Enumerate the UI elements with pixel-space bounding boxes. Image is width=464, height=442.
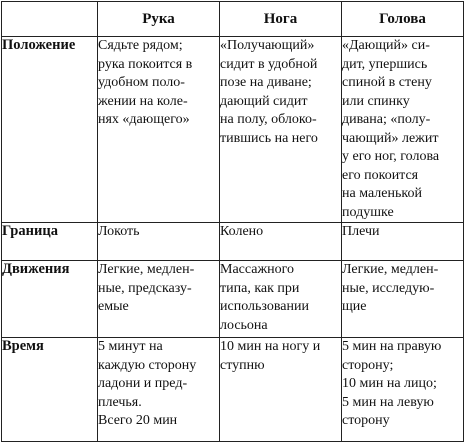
cell-position-head — [342, 37, 464, 223]
cell-line: подушке — [342, 204, 394, 220]
cell-line: каждую сторону — [98, 357, 197, 373]
cell-line: или спинку — [342, 93, 410, 109]
cell-time-hand — [98, 338, 220, 442]
cell-line: у его ног, голова — [342, 149, 440, 164]
header-leg: Нога — [220, 2, 342, 37]
cell-position-leg — [220, 37, 342, 223]
cell-position-hand — [98, 37, 220, 223]
cell-line: «Дающий» си- — [342, 38, 430, 53]
cell-line: 10 мин на ногу и — [220, 339, 321, 354]
cell-line: Локоть — [98, 224, 140, 239]
cell-line: его покоится — [342, 167, 419, 183]
cell-movements-head — [342, 261, 464, 338]
cell-line: удобном поло- — [98, 75, 185, 90]
cell-line: 5 мин на левую — [342, 394, 434, 410]
row-label-movements: Движения — [2, 261, 98, 338]
cell-line: «Получающий» — [220, 38, 315, 53]
cell-line: нях «дающего» — [98, 112, 190, 127]
cell-line: тившись на него — [220, 130, 318, 146]
cell-line: Сядьте рядом; — [98, 38, 183, 53]
cell-movements-hand — [98, 261, 220, 338]
cell-time-head — [342, 338, 464, 442]
cell-line: сторону — [342, 413, 390, 428]
cell-line: 5 минут на — [98, 339, 163, 354]
cell-line: ладони и пред- — [98, 376, 188, 391]
cell-line: лосьона — [220, 317, 268, 333]
cell-line: спиной в стену — [342, 75, 432, 90]
row-time — [2, 338, 464, 442]
cell-line: на маленькой — [342, 186, 422, 201]
header-head: Голова — [342, 2, 464, 37]
row-position — [2, 37, 464, 223]
cell-line: рука покоится в — [98, 56, 193, 72]
cell-line: щие — [342, 299, 367, 314]
cell-line: Легкие, медлен- — [98, 262, 195, 277]
cell-time-leg — [220, 338, 342, 442]
cell-line: дит, упершись — [342, 56, 428, 72]
row-boundary — [2, 223, 464, 261]
cell-line: дивана; «полу- — [342, 112, 431, 127]
cell-boundary-head — [342, 223, 464, 261]
cell-line: Массажного — [220, 262, 295, 277]
cell-line: Всего 20 мин — [98, 413, 178, 428]
cell-line: сидит в удобной — [220, 56, 318, 72]
cell-line: 10 мин на лицо; — [342, 376, 437, 391]
cell-line: типа, как при — [220, 280, 300, 296]
cell-boundary-hand — [98, 223, 220, 261]
header-hand: Рука — [98, 2, 220, 37]
cell-line: позе на диване; — [220, 75, 312, 90]
cell-movements-leg — [220, 261, 342, 338]
row-movements — [2, 261, 464, 338]
cell-line: на полу, облоко- — [220, 112, 317, 127]
cell-line: сторону; — [342, 357, 394, 373]
row-label-time: Время — [2, 338, 98, 442]
cell-line: ступню — [220, 357, 265, 373]
cell-line: Колено — [220, 224, 264, 239]
cell-line: ные, предсказу- — [98, 280, 192, 296]
header-row — [2, 2, 464, 37]
cell-line: 5 мин на правую — [342, 339, 442, 354]
cell-line: плечья. — [98, 394, 142, 410]
cell-line: ные, исследую- — [342, 280, 435, 296]
cell-line: чающий» лежит — [342, 130, 439, 146]
cell-line: емые — [98, 299, 129, 314]
cell-line: Плечи — [342, 224, 380, 239]
massage-table — [1, 1, 464, 442]
cell-line: жении на коле- — [98, 93, 188, 109]
header-corner — [2, 2, 98, 37]
cell-boundary-leg — [220, 223, 342, 261]
row-label-position: Положение — [2, 37, 98, 223]
row-label-boundary: Граница — [2, 223, 98, 261]
cell-line: Легкие, медлен- — [342, 262, 439, 277]
cell-line: дающий сидит — [220, 93, 308, 109]
cell-line: использовании — [220, 299, 309, 314]
